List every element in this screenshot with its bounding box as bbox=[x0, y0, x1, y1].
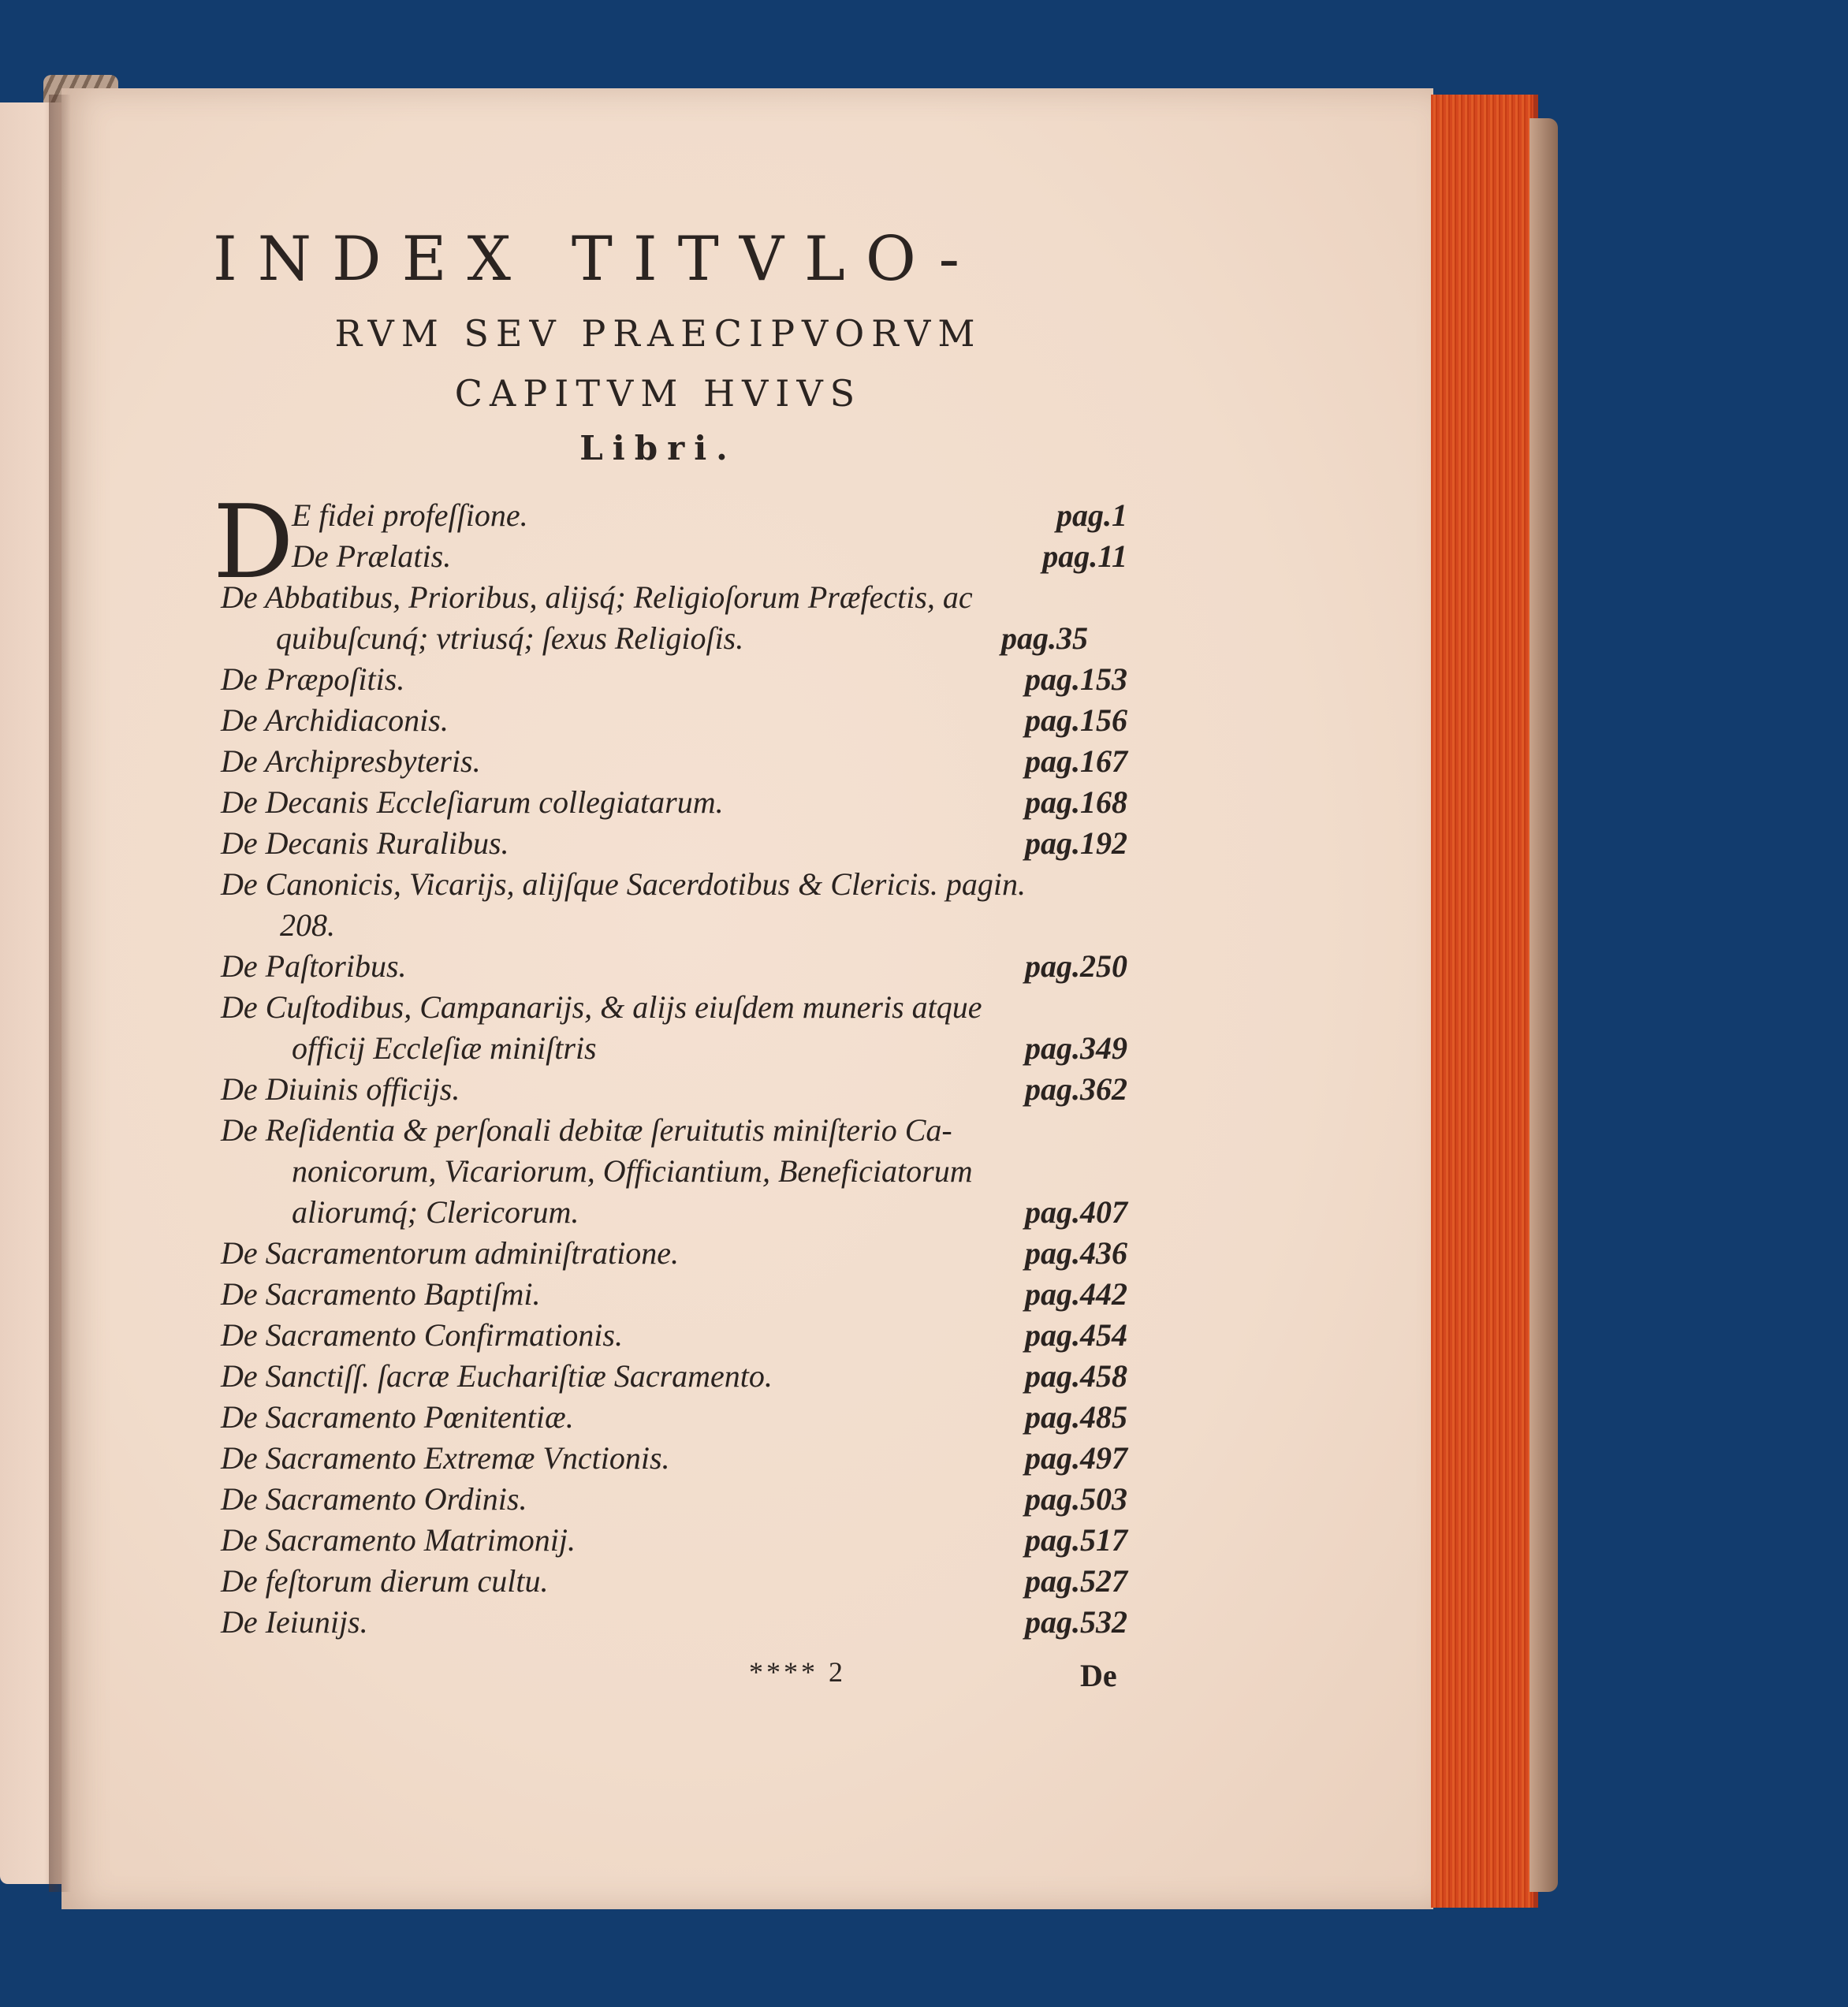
entry-title: officij Eccleſiæ miniſtris bbox=[292, 1030, 597, 1066]
entry-title: De Præpoſitis. bbox=[221, 661, 405, 697]
entry-title: nonicorum, Vicariorum, Officiantium, Beneficiatorum bbox=[292, 1153, 973, 1189]
index-entry bbox=[221, 1480, 1127, 1521]
entry-page: pag.11 bbox=[1042, 538, 1127, 574]
entry-title: De Reſidentia & perſonali debitæ ſeruitutis miniſterio Ca- bbox=[221, 1112, 952, 1148]
index-entry bbox=[221, 579, 1127, 620]
entry-page: pag.250 bbox=[1025, 948, 1127, 984]
index-entry bbox=[221, 1562, 1127, 1603]
index-entry bbox=[221, 1316, 1127, 1357]
entry-title: De feſtorum dierum cultu. bbox=[221, 1563, 549, 1599]
index-entry bbox=[221, 1521, 1127, 1562]
catchword: De bbox=[1080, 1658, 1117, 1693]
index-entry bbox=[221, 1398, 1127, 1439]
index-entry bbox=[221, 866, 1127, 907]
entry-page: pag.1 bbox=[1056, 497, 1127, 533]
entry-page: pag.517 bbox=[1025, 1522, 1127, 1558]
signature-mark: **** 2 bbox=[749, 1656, 846, 1688]
index-entry bbox=[221, 989, 1127, 1030]
entry-title: quibuſcunq́; vtriusq́; ſexus Religioſis. bbox=[276, 620, 744, 656]
cover-edge bbox=[1529, 118, 1558, 1892]
entry-title: De Canonicis, Vicarijs, aliјſque Sacerdotibus & Clericis. pagin. bbox=[221, 866, 1026, 902]
entry-page: pag.167 bbox=[1025, 743, 1127, 779]
title-line-1: INDEX TITVLO- bbox=[213, 224, 981, 295]
index-entry bbox=[221, 702, 1127, 743]
entry-title: 208. bbox=[280, 907, 335, 943]
entry-page: pag.407 bbox=[1025, 1194, 1127, 1230]
entry-title: De Cuſtodibus, Campanarijs, & alijs eiuſdem muneris atque bbox=[221, 989, 982, 1025]
entry-page: pag.458 bbox=[1025, 1358, 1127, 1394]
entry-page: pag.153 bbox=[1025, 661, 1127, 697]
index-entry bbox=[292, 538, 1127, 579]
entry-title: De Archidiaconis. bbox=[221, 702, 449, 738]
index-entry bbox=[221, 825, 1127, 866]
index-entry bbox=[221, 784, 1127, 825]
entry-title: De Prælatis. bbox=[292, 538, 452, 574]
entry-title: De Ieiunijs. bbox=[221, 1604, 368, 1640]
entry-page: pag.436 bbox=[1025, 1235, 1127, 1271]
entry-page: pag.532 bbox=[1025, 1604, 1127, 1640]
index-title bbox=[213, 224, 1104, 467]
entry-title: De Sanctiſſ. ſacræ Euchariſtiæ Sacramento. bbox=[221, 1358, 773, 1394]
entry-title: De Paſtoribus. bbox=[221, 948, 407, 984]
entry-page: pag.503 bbox=[1025, 1481, 1127, 1517]
index-entry bbox=[292, 1030, 1127, 1071]
entry-page: pag.485 bbox=[1025, 1399, 1127, 1435]
index-entry bbox=[221, 743, 1127, 784]
index-entry bbox=[221, 1234, 1127, 1275]
entry-title: De Diuinis officijs. bbox=[221, 1071, 460, 1107]
index-entry bbox=[292, 1152, 1127, 1193]
entry-title: De Sacramento Baptiſmi. bbox=[221, 1276, 541, 1312]
entry-page: pag.362 bbox=[1025, 1071, 1127, 1107]
index-entry bbox=[221, 1439, 1127, 1480]
index-entry bbox=[221, 1111, 1127, 1152]
index-entry bbox=[221, 1275, 1127, 1316]
title-line-2: RVM SEV PRAECIPVORVM bbox=[334, 312, 982, 355]
entry-page: pag.35 bbox=[1001, 620, 1088, 656]
entry-title: De Abbatibus, Prioribus, alijsq́; Religioſorum Præfectis, ac bbox=[221, 579, 973, 615]
entry-title: De Decanis Ruralibus. bbox=[221, 825, 509, 861]
index-entry bbox=[221, 948, 1127, 989]
entry-page: pag.156 bbox=[1025, 702, 1127, 738]
entry-page: pag.349 bbox=[1025, 1030, 1127, 1066]
page-edges bbox=[1431, 95, 1538, 1908]
entry-title: De Archipresbyteris. bbox=[221, 743, 481, 779]
entry-title: De Sacramento Matrimonij. bbox=[221, 1522, 576, 1558]
entry-title: E fidei profeſſione. bbox=[292, 497, 528, 533]
index-entry bbox=[292, 497, 1127, 538]
entry-page: pag.168 bbox=[1025, 784, 1127, 820]
entry-title: De Sacramento Confirmationis. bbox=[221, 1317, 623, 1353]
index-entry bbox=[221, 661, 1127, 702]
entry-title: De Sacramento Extremæ Vnctionis. bbox=[221, 1440, 670, 1476]
entry-page: pag.442 bbox=[1025, 1276, 1127, 1312]
entry-title: De Sacramento Pœnitentiæ. bbox=[221, 1399, 574, 1435]
entry-page: pag.497 bbox=[1025, 1440, 1127, 1476]
index-entry bbox=[221, 1357, 1127, 1398]
entry-title: aliorumq́; Clericorum. bbox=[292, 1194, 579, 1230]
index-entry bbox=[292, 1193, 1127, 1234]
index-entry bbox=[280, 907, 516, 948]
index-entry bbox=[221, 1071, 1127, 1111]
drop-cap: D bbox=[213, 484, 294, 601]
entry-page: pag.454 bbox=[1025, 1317, 1127, 1353]
entry-title: De Sacramentorum adminiſtratione. bbox=[221, 1235, 680, 1271]
index-entry bbox=[276, 620, 1088, 661]
entry-page: pag.527 bbox=[1025, 1563, 1127, 1599]
entry-page: pag.192 bbox=[1025, 825, 1127, 861]
index-entry bbox=[221, 1603, 1127, 1644]
title-line-4: Libri. bbox=[579, 429, 737, 467]
title-line-3: CAPITVM HVIVS bbox=[454, 372, 863, 415]
gutter-shadow bbox=[49, 95, 71, 1892]
entry-title: De Decanis Eccleſiarum collegiatarum. bbox=[221, 784, 724, 820]
entry-title: De Sacramento Ordinis. bbox=[221, 1481, 527, 1517]
